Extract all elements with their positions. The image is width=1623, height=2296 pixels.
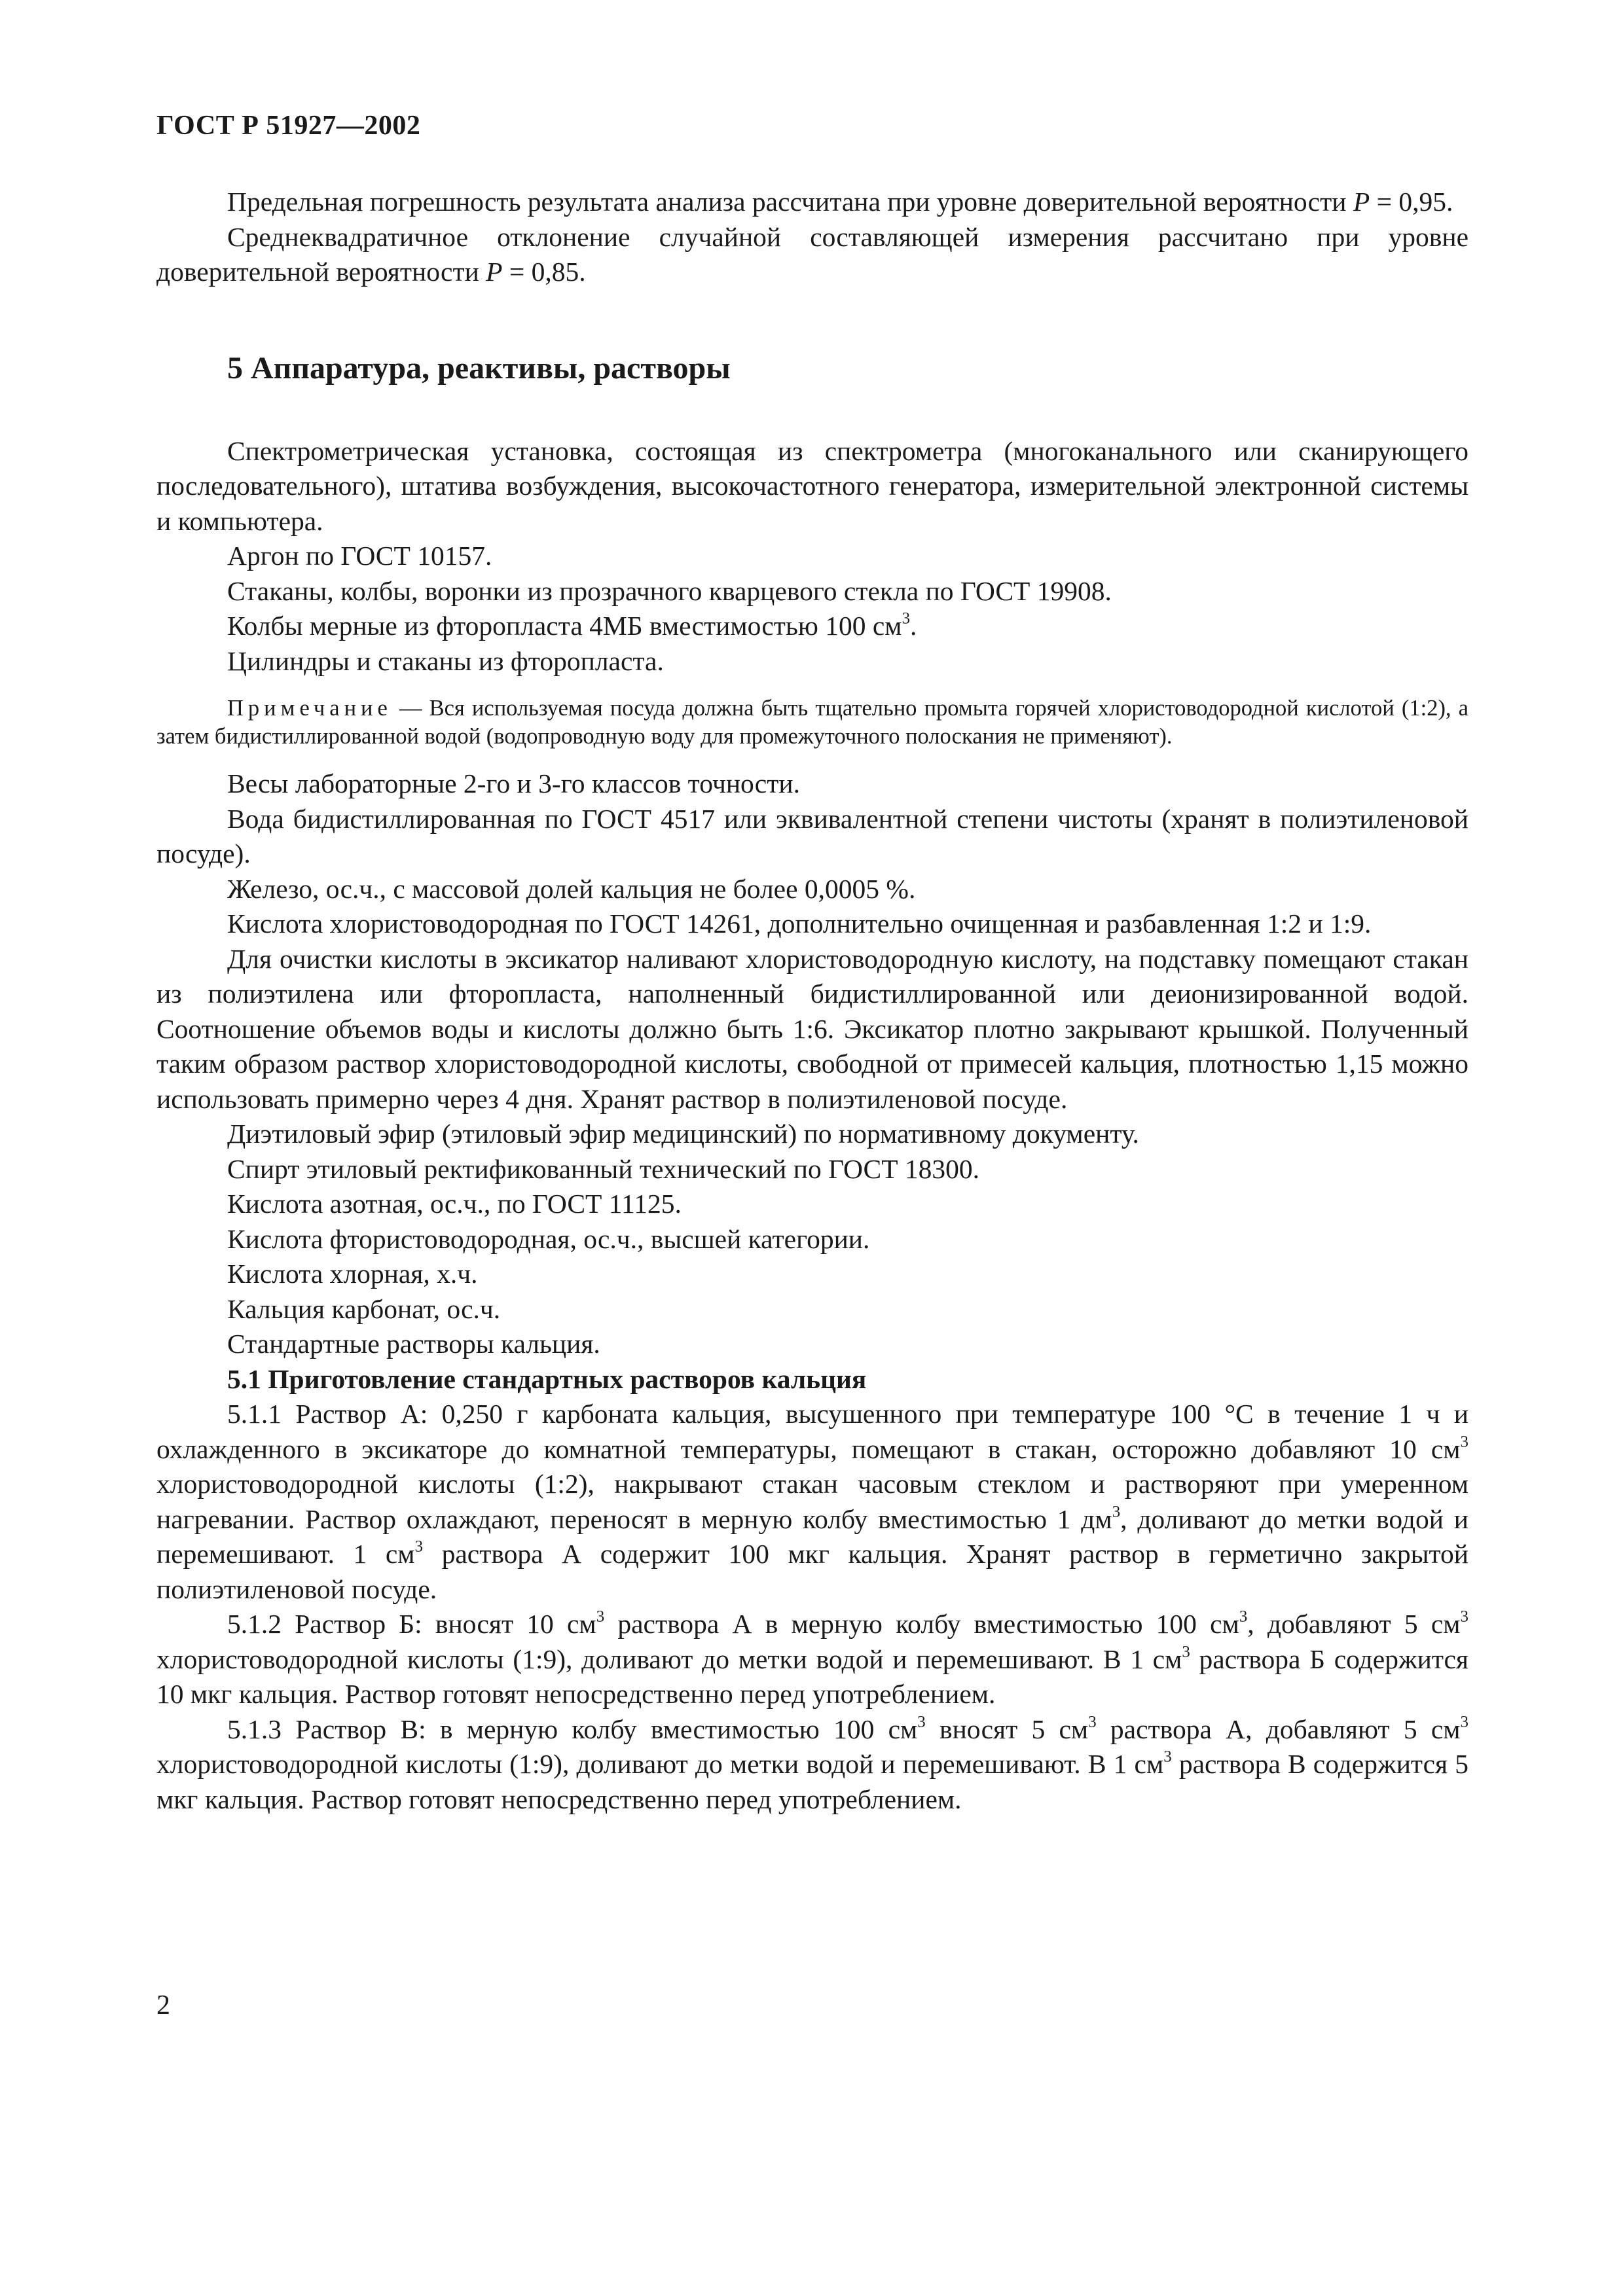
list-item: Стандартные растворы кальция. (227, 1329, 600, 1359)
list-item: Кислота азотная, ос.ч., по ГОСТ 11125. (227, 1189, 682, 1219)
page-number: 2 (156, 1990, 170, 2020)
list-item: Железо, ос.ч., с массовой долей кальция не более 0,0005 %. (227, 873, 916, 904)
list-item: Весы лабораторные 2-го и 3-го классов точности. (227, 768, 800, 798)
paragraph-std-deviation: Среднеквадратичное отклонение случайной составляющей измерения рассчитано при уровне доверительной вероятности Р = 0,85. (156, 221, 1468, 287)
list-item: Вода бидистиллированная по ГОСТ 4517 или эквивалентной степени чистоты (хранят в полиэтиленовой посуде). (156, 803, 1468, 869)
section-heading: 5 Аппаратура, реактивы, растворы (227, 350, 731, 386)
list-item: Стаканы, колбы, воронки из прозрачного кварцевого стекла по ГОСТ 19908. (227, 575, 1112, 606)
paragraph-5-1-3: 5.1.3 Раствор В: в мерную колбу вместимостью 100 $см^3$ вносят 5 $см^3$ раствора А, добавляют 5 $см^3$ хлористоводородной кислоты (1:9), доливают до метки водой и перемешивают. В 1 $см^3$ раствора В содержится 5 мкг кальция. Раствор готовят непосредственно перед употреблением. (156, 1713, 1468, 1814)
standard-header: ГОСТ Р 51927—2002 (156, 111, 421, 141)
list-item: Кислота фтористоводородная, ос.ч., высшей категории. (227, 1223, 870, 1254)
subsection-heading: 5.1 Приготовление стандартных растворов кальция (227, 1363, 867, 1394)
list-item: Кислота хлористоводородная по ГОСТ 14261, дополнительно очищенная и разбавленная 1:2 и 1:9. (227, 908, 1372, 939)
list-item: Цилиндры и стаканы из фторопласта. (227, 645, 664, 676)
reagents-list (156, 766, 1468, 1362)
paragraph-error-limit: Предельная погрешность результата анализа рассчитана при уровне доверительной вероятности Р = 0,95. (227, 187, 1453, 217)
list-item: Спектрометрическая установка, состоящая из спектрометра (многоканального или сканирующего последовательного), штатива возбуждения, высокочастотного генератора, измерительной электронной системы и компьютера. (156, 435, 1468, 536)
note (156, 694, 1468, 751)
paragraph-5-1-2: 5.1.2 Раствор Б: вносят 10 $см^3$ раствора А в мерную колбу вместимостью 100 $см^3$, добавляют 5 $см^3$ хлористоводородной кислоты (1:9), доливают до метки водой и перемешивают. В 1 $см^3$ раствора Б содержится 10 мкг кальция. Раствор готовят непосредственно перед употреблением. (156, 1607, 1468, 1709)
list-item: Колбы мерные из фторопласта 4МБ вместимостью 100 $см^3$. (227, 609, 917, 641)
paragraph-5-1-1: 5.1.1 Раствор А: 0,250 г карбоната кальция, высушенного при температуре 100 °С в течение 1 ч и охлажденного в эксикаторе до комнатной температуры, помещают в стакан, осторожно добавляют 10 $см^3$ хлористоводородной кислоты (1:2), накрывают стакан часовым стеклом и растворяют при умеренном нагревании. Раствор охлаждают, переносят в мерную колбу вместимостью 1 $дм^3$, доливают до метки водой и перемешивают. 1 $см^3$ раствора А содержит 100 мкг кальция. Хранят раствор в герметично закрытой полиэтиленовой посуде. (156, 1399, 1469, 1604)
note-label: Примечание (227, 696, 392, 721)
list-item: Для очистки кислоты в эксикатор наливают хлористоводородную кислоту, на подставку помещают стакан из полиэтилена или фторопласта, наполненный бидистиллированной или деионизированной водой. Соотношение объемов воды и кислоты должно быть 1:6. Эксикатор плотно закрывают крышкой. Полученный таким образом раствор хлористоводородной кислоты, свободной от примесей кальция, плотностью 1,15 можно использовать примерно через 4 дня. Хранят раствор в полиэтиленовой посуде. (156, 943, 1468, 1114)
list-item: Кислота хлорная, х.ч. (227, 1259, 478, 1289)
list-item: Кальция карбонат, ос.ч. (227, 1293, 501, 1324)
variable-p: Р (1353, 187, 1370, 217)
list-item: Спирт этиловый ректификованный технический по ГОСТ 18300. (227, 1153, 980, 1184)
equipment-list (156, 434, 1468, 679)
page-content (156, 185, 1468, 1817)
variable-p: Р (486, 257, 503, 287)
list-item: Диэтиловый эфир (этиловый эфир медицинский) по нормативному документу. (227, 1119, 1139, 1149)
note-text: — Вся используемая посуда должна быть тщательно промыта горячей хлористоводородной кислотой (1:2), а затем бидистиллированной водой (водопроводную воду для промежуточного полоскания не применяют). (156, 696, 1468, 749)
list-item: Аргон по ГОСТ 10157. (227, 541, 492, 571)
